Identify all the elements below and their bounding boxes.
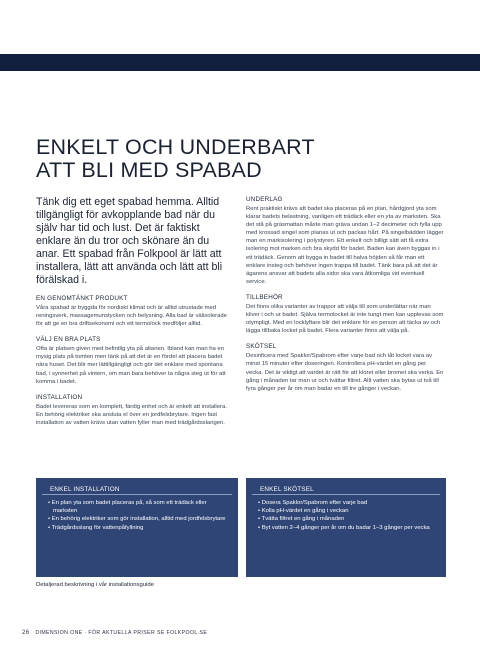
list-item: • En plan yta som badet placeras på, så som ett trädäck eller marksten — [48, 500, 207, 515]
list-item: • En behörig elektriker som gör installation, alltid med jordfelsbrytare — [48, 516, 226, 523]
text-installation: Badet levereras som en komplett, färdig enhet och är enkelt att installera. En behörig elektriker ska ansluta el över en jordfelsbrytare. Ingen fast installation av vatten krävs utan vatten fyller man med trädgårdsslangen. — [36, 403, 227, 426]
list-item: • Trädgårdsslang för vattenpåfyllning — [48, 524, 144, 531]
left-column — [36, 196, 234, 435]
list-item: • Byt vatten 2–4 gånger per år om du badar 1–3 gånger per vecka — [258, 524, 430, 531]
heading-tillbehor: TILLBEHÖR — [246, 293, 283, 301]
info-box-skotsel-list — [258, 499, 438, 532]
text-genomtankt: Våra spabad är byggda för nordiskt klimat och är alltid utrustade med reningsverk, massagemunstycken och belysning. Alla bad är välisolerade för att ge en bra driftsekonomi och ett termolock medföljer alltid. — [36, 305, 227, 328]
text-tillbehor: Det finns olika varianter av trappor att välja till som underlättar när man kliver i och ur badet. Själva termolocket är inte tungt men kan upplevas som otympligt. Med en locklyftare blir det enklare för en person att täcka av och lägga tillbaka locket på badet. Flera varianter finns att välja på. — [246, 303, 444, 335]
info-box-installation-list — [48, 499, 230, 532]
header-bar — [0, 54, 480, 71]
lead-paragraph: Tänk dig ett eget spabad hemma. Alltid tillgängligt för avkopplande bad när du själv har tid och lust. Det är faktiskt enklare än du tror och skönare än du anar. Ett spabad från Folkpool är lätt att installera, lätt att använda och lätt att bli förälskad i. — [36, 196, 223, 286]
title-line-2: ATT BLI MED SPABAD — [36, 158, 262, 182]
text-skotsel: Desinficera med Spaklor/Spabrom efter varje bad och låt locket vara av minst 15 minuter efter doseringen. Kontrollera pH-värdet en gång per vecka. Det är viktigt att vardet är rätt för att kloret eller bromet ska verka. En gång i månaden tar man ur och tvättar filtret. Allt vatten ska bytas ut två till fyra gånger per år om man badar en till tre gånger i veckan. — [246, 353, 444, 392]
info-box-installation — [36, 478, 238, 577]
heading-underlag: UNDERLAG — [246, 196, 283, 203]
page-footer — [22, 630, 207, 636]
info-box-divider — [42, 494, 232, 495]
list-item: • Kolla pH-värdet en gång i veckan — [258, 508, 349, 515]
heading-installation: INSTALLATION — [36, 393, 83, 401]
list-item: • Dosera Spaklor/Spabrom efter varje bad — [258, 500, 368, 506]
info-box-skotsel — [246, 478, 446, 577]
footer-text: DIMENSION ONE · FÖR AKTUELLA PRISER SE FOLKPOOL.SE — [35, 630, 208, 636]
info-box-divider — [252, 494, 440, 495]
text-plats: Ofta är platsen given med befintlig yta på altanen. Ibland kan man ha en mysig plats på tomten men tänk på att det är en fördel att placera badet nära huset. Det blir mer lättillgängligt och gör det enklare med spontana bad, i synnerhet på vintern, om man bara behöver ta några steg ut för att komma i badet. — [36, 346, 226, 385]
installation-guide-note: Detaljerad beskrivning i vår installationsguide — [36, 582, 154, 588]
list-item: • Tvätta filtret en gång i månaden — [258, 516, 345, 523]
right-column — [246, 196, 444, 401]
heading-genomtankt: EN GENOMTÄNKT PRODUKT — [36, 295, 128, 302]
heading-plats: VÄLJ EN BRA PLATS — [36, 336, 101, 344]
info-box-installation-heading: ENKEL INSTALLATION — [50, 486, 120, 493]
text-underlag: Rent praktiskt krävs att badet ska placeras på en plan, hårdgjord yta som klarar badets belastning, vanligen ett trädäck eller en yta av marksten. Ska det stå på gräsmattan måste man gräva undan 1–2 decimeter och fylla upp med krossad singel som planas ut och packas hårt. På singelbädden lägger man en markisolering i polystyren. Ett enkelt och billigt sätt att få extra isolering mot marken och bra skydd för badet. Baden kan även byggas in i ett trädäck. Genom att bygga in badet till halva höjden så får man ett enklare insteg och behöver ingen trappa till badet. Tänk bara på att det är ägarens ansvar att badets alla sidor ska vara åtkomliga vid eventuell service. — [246, 206, 444, 285]
page-title — [36, 136, 456, 182]
top-margin — [0, 0, 480, 54]
page-number: 26 — [22, 630, 30, 636]
info-box-skotsel-heading: ENKEL SKÖTSEL — [260, 486, 314, 493]
heading-skotsel: SKÖTSEL — [246, 343, 277, 351]
title-line-1: ENKELT OCH UNDERBART — [36, 135, 315, 159]
